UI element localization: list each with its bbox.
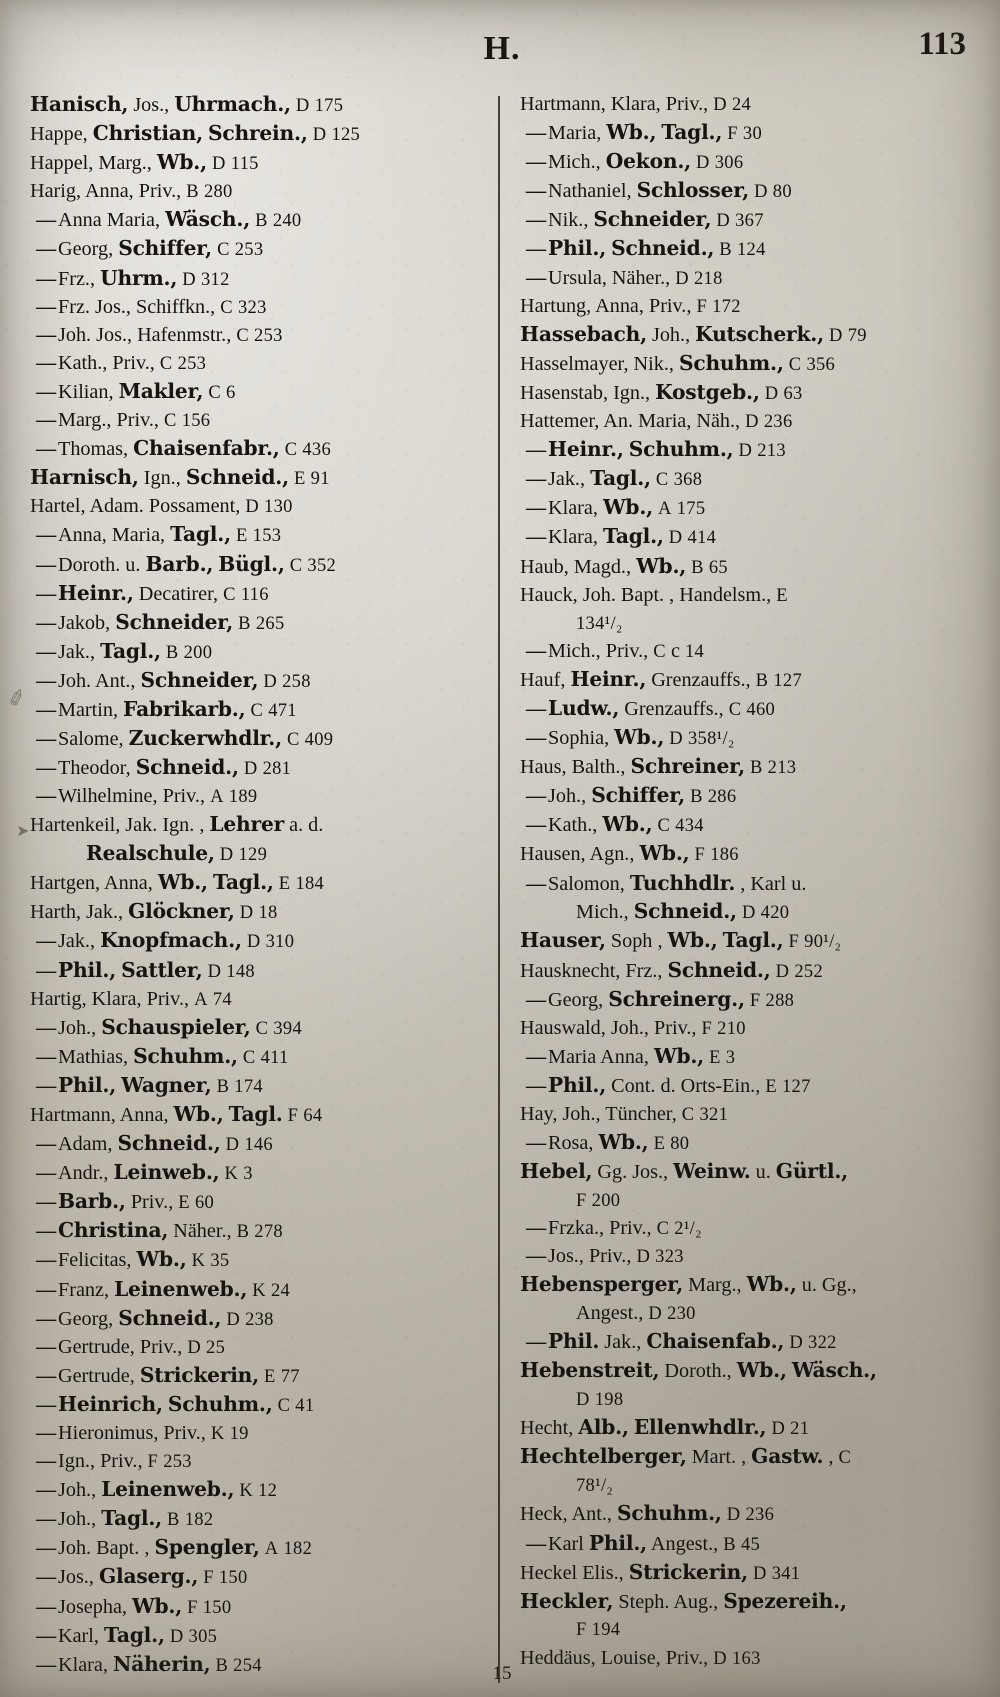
- entry-text: Ign., Priv., F 253: [58, 1450, 192, 1473]
- directory-subentry: [30, 1191, 484, 1213]
- directory-subentry: [30, 580, 484, 605]
- entry-dash: —: [36, 409, 57, 432]
- entry-text: Gertrude, Priv., D 25: [58, 1335, 226, 1358]
- entry-text: Jak., Knopfmach., D 310: [58, 928, 295, 953]
- directory-continuation: [520, 901, 974, 923]
- entry-text: Frz. Jos., Schiffkn., C 323: [58, 295, 267, 318]
- entry-text: Sophia, Wb., D 358¹/₂: [548, 725, 735, 750]
- entry-text: Ursula, Näher., D 218: [548, 266, 723, 289]
- directory-entry: [30, 901, 484, 923]
- directory-subentry: [30, 1043, 484, 1068]
- entry-text: Mich., Priv., C c 14: [548, 639, 705, 662]
- entry-text: Frz., Uhrm., D 312: [58, 265, 230, 290]
- entry-dash: —: [36, 1045, 57, 1068]
- entry-text: Hartenkeil, Jak. Ign. , Lehrer a. d.: [30, 812, 324, 837]
- entry-text: Hartmann, Klara, Priv., D 24: [520, 93, 752, 115]
- entry-dash: —: [526, 468, 547, 491]
- directory-subentry: [520, 1218, 974, 1239]
- entry-dash: —: [526, 439, 547, 462]
- entry-dash: —: [36, 1537, 57, 1560]
- entry-dash: —: [526, 151, 547, 174]
- entry-text: Klara, Näherin, B 254: [58, 1651, 262, 1676]
- entry-dash: —: [36, 1653, 57, 1676]
- entry-text: Joh., Schauspieler, C 394: [58, 1014, 302, 1039]
- entry-dash: —: [36, 1278, 57, 1301]
- entry-text: Felicitas, Wb., K 35: [58, 1247, 230, 1272]
- entry-text: Ludw., Grenzauffs., C 460: [548, 695, 776, 720]
- directory-subentry: [30, 1220, 484, 1242]
- entry-text: Mich., Oekon., D 306: [548, 149, 744, 174]
- entry-dash: —: [36, 1220, 57, 1243]
- entry-text: Realschule, D 129: [86, 841, 268, 866]
- entry-text: Josepha, Wb., F 150: [58, 1593, 232, 1618]
- entry-text: Theodor, Schneid., D 281: [58, 755, 292, 780]
- entry-dash: —: [36, 757, 57, 780]
- directory-subentry: [30, 638, 484, 663]
- entry-dash: —: [526, 785, 547, 808]
- directory-subentry: [30, 1537, 484, 1559]
- directory-subentry: [30, 1423, 484, 1444]
- directory-subentry: [30, 1162, 484, 1184]
- entry-text: Hebel, Gg. Jos., Weinw. u. Gürtl.,: [520, 1159, 848, 1184]
- entry-text: Klara, Tagl., D 414: [548, 524, 717, 549]
- entry-text: Hauck, Joh. Bapt. , Handelsm., E: [520, 583, 788, 606]
- entry-dash: —: [36, 238, 57, 261]
- directory-subentry: [520, 122, 974, 144]
- entry-text: Hauf, Heinr., Grenzauffs., B 127: [520, 666, 802, 691]
- entry-text: Hay, Joh., Tüncher, C 321: [520, 1102, 729, 1125]
- entry-text: Doroth. u. Barb., Bügl., C 352: [58, 551, 337, 576]
- entry-dash: —: [526, 1074, 547, 1097]
- directory-subentry: [520, 870, 974, 895]
- entry-text: Heckler, Steph. Aug., Spezereih.,: [520, 1588, 847, 1613]
- directory-subentry: [30, 551, 484, 576]
- directory-subentry: [520, 497, 974, 519]
- entry-text: Jak., Tagl., C 368: [548, 466, 703, 491]
- entry-dash: —: [526, 1532, 547, 1555]
- directory-subentry: [30, 1622, 484, 1647]
- entry-dash: —: [526, 814, 547, 837]
- directory-subentry: [30, 297, 484, 318]
- entry-dash: —: [36, 1450, 57, 1473]
- entry-text: Hieronimus, Priv., K 19: [58, 1422, 249, 1445]
- entry-text: Joh. Bapt. , Spengler, A 182: [58, 1535, 313, 1560]
- directory-columns: [30, 94, 974, 1683]
- directory-subentry: [30, 1451, 484, 1472]
- directory-subentry: [30, 609, 484, 634]
- entry-dash: —: [36, 1393, 57, 1416]
- entry-text: Andr., Leinweb., K 3: [58, 1160, 253, 1185]
- directory-subentry: [520, 641, 974, 662]
- directory-entry: [520, 94, 974, 115]
- entry-dash: —: [36, 669, 57, 692]
- entry-text: Hasselmayer, Nik., Schuhm., C 356: [520, 350, 836, 375]
- page-header: [30, 26, 974, 88]
- entry-dash: —: [36, 295, 57, 318]
- directory-subentry: [520, 695, 974, 720]
- entry-dash: —: [526, 238, 547, 261]
- entry-text: Hartgen, Anna, Wb., Tagl., E 184: [30, 870, 325, 895]
- entry-text: Kilian, Makler, C 6: [58, 378, 236, 403]
- directory-entry: [520, 321, 974, 346]
- entry-text: Hattemer, An. Maria, Näh., D 236: [520, 410, 793, 433]
- directory-subentry: [520, 1530, 974, 1555]
- directory-subentry: [30, 1249, 484, 1271]
- entry-dash: —: [526, 180, 547, 203]
- directory-subentry: [30, 930, 484, 952]
- entry-text: Georg, Schneid., D 238: [58, 1305, 274, 1330]
- directory-entry: [30, 1101, 484, 1126]
- entry-text: Hartung, Anna, Priv., F 172: [520, 294, 741, 317]
- directory-entry: [30, 496, 484, 517]
- entry-text: Georg, Schreinerg., F 288: [548, 986, 795, 1011]
- directory-subentry: [520, 814, 974, 836]
- entry-text: Kath., Wb., C 434: [548, 812, 704, 837]
- entry-text: Joh. Ant., Schneider, D 258: [58, 667, 311, 692]
- directory-entry: [520, 843, 974, 865]
- directory-entry: [520, 1559, 974, 1584]
- entry-dash: —: [36, 1249, 57, 1272]
- entry-dash: —: [526, 266, 547, 289]
- directory-subentry: [30, 410, 484, 431]
- directory-subentry: [30, 1305, 484, 1330]
- entry-dash: —: [36, 1133, 57, 1156]
- column-divider: [498, 96, 500, 1683]
- entry-text: Jak., Tagl., B 200: [58, 638, 213, 663]
- directory-subentry: [520, 727, 974, 749]
- entry-dash: —: [36, 640, 57, 663]
- entry-text: Maria, Wb., Tagl., F 30: [548, 120, 762, 145]
- directory-entry: [520, 1161, 974, 1182]
- directory-entry: [30, 123, 484, 145]
- directory-entry: [520, 930, 974, 952]
- entry-text: Hausen, Agn., Wb., F 186: [520, 841, 739, 866]
- page-number: 113: [918, 26, 966, 62]
- entry-text: Harth, Jak., Glöckner, D 18: [30, 899, 278, 924]
- entry-text: Hartel, Adam. Possament, D 130: [30, 495, 293, 518]
- directory-entry: [520, 1446, 974, 1468]
- entry-dash: —: [36, 785, 57, 808]
- entry-text: Karl Phil., Angest., B 45: [548, 1530, 761, 1555]
- entry-dash: —: [526, 122, 547, 145]
- entry-text: Joh., Tagl., B 182: [58, 1506, 214, 1531]
- directory-subentry: [520, 785, 974, 807]
- directory-subentry: [30, 728, 484, 750]
- entry-dash: —: [36, 1422, 57, 1445]
- entry-text: Joh., Leinenweb., K 12: [58, 1477, 278, 1502]
- directory-subentry: [520, 180, 974, 202]
- directory-subentry: [520, 439, 974, 461]
- directory-subentry: [30, 265, 484, 290]
- directory-entry: [30, 872, 484, 894]
- directory-subentry: [30, 696, 484, 721]
- signature-number: 15: [492, 1663, 512, 1684]
- entry-dash: —: [36, 323, 57, 346]
- entry-dash: —: [36, 698, 57, 721]
- directory-continuation: [520, 1303, 974, 1324]
- entry-text: Hasenstab, Ign., Kostgeb., D 63: [520, 379, 803, 404]
- entry-dash: —: [36, 380, 57, 403]
- directory-entry: [520, 1503, 974, 1525]
- entry-dash: —: [36, 1508, 57, 1531]
- directory-subentry: [30, 238, 484, 260]
- margin-arrow-mark: ➤: [16, 823, 30, 840]
- entry-text: Maria Anna, Wb., E 3: [548, 1043, 736, 1068]
- directory-entry: [30, 989, 484, 1010]
- entry-text: Heinrich, Schuhm., C 41: [58, 1391, 315, 1416]
- entry-text: Salome, Zuckerwhdlr., C 409: [58, 726, 334, 751]
- entry-text: Georg, Schiffer, C 253: [58, 236, 264, 261]
- entry-dash: —: [36, 1595, 57, 1618]
- directory-continuation: [520, 1619, 974, 1640]
- directory-continuation: [520, 1190, 974, 1211]
- directory-subentry: [30, 786, 484, 807]
- entry-text: Klara, Wb., A 175: [548, 495, 706, 520]
- entry-text: Hartmann, Anna, Wb., Tagl. F 64: [30, 1101, 323, 1126]
- directory-entry: [520, 411, 974, 432]
- directory-subentry: [520, 151, 974, 173]
- entry-text: Franz, Leinenweb., K 24: [58, 1276, 291, 1301]
- entry-dash: —: [36, 1191, 57, 1214]
- entry-text: D 198: [576, 1390, 624, 1411]
- entry-text: Hauswald, Joh., Priv., F 210: [520, 1016, 746, 1039]
- entry-text: Heck, Ant., Schuhm., D 236: [520, 1501, 775, 1526]
- directory-subentry: [520, 468, 974, 490]
- directory-subentry: [520, 1132, 974, 1154]
- entry-text: Phil., Sattler, D 148: [58, 957, 255, 982]
- entry-text: Harnisch, Ign., Schneid., E 91: [30, 465, 330, 490]
- entry-dash: —: [36, 553, 57, 576]
- entry-text: Jos., Priv., D 323: [548, 1245, 684, 1268]
- entry-dash: —: [36, 959, 57, 982]
- directory-subentry: [520, 526, 974, 548]
- entry-text: Heinr., Decatirer, C 116: [58, 580, 269, 605]
- entry-text: Nathaniel, Schlosser, D 80: [548, 178, 792, 203]
- directory-continuation: [520, 1475, 974, 1496]
- entry-text: Anna Maria, Wäsch., B 240: [58, 207, 302, 232]
- entry-dash: —: [36, 524, 57, 547]
- entry-dash: —: [526, 872, 547, 895]
- entry-dash: —: [36, 209, 57, 232]
- directory-entry: [520, 379, 974, 404]
- entry-text: Marg., Priv., C 156: [58, 409, 211, 432]
- directory-subentry: [520, 238, 974, 260]
- entry-text: Phil., Schneid., B 124: [548, 236, 766, 261]
- entry-dash: —: [526, 209, 547, 232]
- directory-subentry: [520, 1246, 974, 1267]
- directory-entry: [30, 94, 484, 116]
- directory-entry: [520, 1360, 974, 1381]
- entry-dash: —: [526, 1045, 547, 1068]
- directory-entry: [520, 666, 974, 691]
- directory-subentry: [520, 1043, 974, 1068]
- entry-text: Happel, Marg., Wb., D 115: [30, 150, 259, 175]
- directory-entry: [520, 756, 974, 778]
- directory-entry: [520, 1018, 974, 1039]
- entry-dash: —: [36, 1016, 57, 1039]
- directory-entry: [30, 467, 484, 489]
- directory-subentry: [30, 1593, 484, 1618]
- directory-subentry: [30, 438, 484, 460]
- directory-entry: [520, 1274, 974, 1295]
- entry-dash: —: [36, 351, 57, 374]
- directory-subentry: [30, 353, 484, 374]
- entry-dash: —: [526, 526, 547, 549]
- entry-dash: —: [526, 1245, 547, 1268]
- entry-dash: —: [36, 1335, 57, 1358]
- entry-text: Hartig, Klara, Priv., A 74: [30, 987, 232, 1010]
- entry-dash: —: [36, 1162, 57, 1185]
- entry-text: Hechtelberger, Mart. , Gastw. , C: [520, 1444, 852, 1469]
- directory-subentry: [30, 378, 484, 403]
- header-letter: H.: [483, 30, 521, 67]
- directory-subentry: [30, 209, 484, 231]
- entry-text: Angest., D 230: [576, 1302, 696, 1325]
- entry-text: Phil., Wagner, B 174: [58, 1072, 263, 1097]
- directory-subentry: [30, 1072, 484, 1097]
- directory-continuation: [30, 843, 484, 865]
- entry-text: Hecht, Alb., Ellenwhdlr., D 21: [520, 1415, 810, 1440]
- entry-text: Hanisch, Jos., Uhrmach., D 175: [30, 92, 344, 116]
- entry-text: Gertrude, Strickerin, E 77: [58, 1362, 300, 1387]
- entry-dash: —: [526, 497, 547, 520]
- entry-text: 134¹/₂: [576, 613, 623, 634]
- entry-text: Hebenstreit, Doroth., Wb., Wäsch.,: [520, 1358, 877, 1383]
- left-column: [30, 94, 498, 1683]
- directory-subentry: [30, 1362, 484, 1387]
- entry-text: Adam, Schneid., D 146: [58, 1131, 273, 1156]
- directory-entry: [520, 1417, 974, 1439]
- entry-text: Harig, Anna, Priv., B 280: [30, 180, 233, 203]
- entry-text: Haus, Balth., Schreiner, B 213: [520, 754, 797, 779]
- entry-dash: —: [36, 930, 57, 953]
- entry-text: Heddäus, Louise, Priv., D 163: [520, 1646, 761, 1669]
- entry-dash: —: [526, 1132, 547, 1155]
- entry-dash: —: [36, 611, 57, 634]
- entry-text: Kath., Priv., C 253: [58, 351, 207, 374]
- entry-dash: —: [36, 1364, 57, 1387]
- entry-text: Wilhelmine, Priv., A 189: [58, 785, 258, 808]
- directory-subentry: [30, 957, 484, 982]
- directory-entry: [520, 350, 974, 375]
- entry-text: 78¹/₂: [576, 1476, 614, 1497]
- right-column: [500, 94, 974, 1683]
- entry-text: Christina, Näher., B 278: [58, 1218, 283, 1243]
- directory-subentry: [30, 1133, 484, 1155]
- directory-entry: [520, 1104, 974, 1125]
- entry-text: Barb., Priv., E 60: [58, 1189, 215, 1214]
- entry-dash: —: [526, 727, 547, 750]
- entry-text: Mathias, Schuhm., C 411: [58, 1043, 289, 1068]
- entry-text: Happe, Christian, Schrein., D 125: [30, 121, 361, 146]
- entry-text: Hebensperger, Marg., Wb., u. Gg.,: [520, 1272, 857, 1297]
- directory-entry: [30, 152, 484, 174]
- entry-text: Karl, Tagl., D 305: [58, 1622, 218, 1647]
- entry-text: Thomas, Chaisenfabr., C 436: [58, 436, 332, 461]
- entry-dash: —: [36, 1479, 57, 1502]
- directory-continuation: [520, 613, 974, 634]
- directory-subentry: [30, 524, 484, 546]
- directory-subentry: [30, 1508, 484, 1530]
- entry-text: Jakob, Schneider, B 265: [58, 609, 285, 634]
- entry-dash: —: [526, 1217, 547, 1240]
- entry-text: Phil., Cont. d. Orts-Ein., E 127: [548, 1072, 811, 1097]
- directory-subentry: [520, 268, 974, 289]
- entry-dash: —: [36, 728, 57, 751]
- directory-continuation: [520, 1389, 974, 1410]
- directory-subentry: [30, 1391, 484, 1416]
- entry-text: Hassebach, Joh., Kutscherk., D 79: [520, 321, 867, 346]
- directory-entry: [520, 296, 974, 317]
- entry-text: Anna, Maria, Tagl., E 153: [58, 522, 282, 547]
- entry-text: Heckel Elis., Strickerin, D 341: [520, 1559, 801, 1584]
- entry-text: Salomon, Tuchhdlr. , Karl u.: [548, 870, 807, 895]
- entry-dash: —: [36, 582, 57, 605]
- entry-dash: —: [36, 1624, 57, 1647]
- entry-text: Haub, Magd., Wb., B 65: [520, 553, 728, 578]
- directory-subentry: [30, 757, 484, 779]
- directory-subentry: [30, 1479, 484, 1501]
- entry-text: F 200: [576, 1190, 621, 1211]
- entry-text: Jos., Glaserg., F 150: [58, 1564, 248, 1589]
- directory-subentry: [30, 1337, 484, 1358]
- directory-subentry: [520, 209, 974, 231]
- directory-subentry: [520, 986, 974, 1011]
- directory-subentry: [30, 667, 484, 692]
- entry-text: Frzka., Priv., C 2¹/₂: [548, 1217, 702, 1240]
- directory-subentry: [520, 1072, 974, 1097]
- entry-dash: —: [36, 1566, 57, 1589]
- entry-text: Hauser, Soph , Wb., Tagl., F 90¹/₂: [520, 928, 842, 953]
- entry-text: Martin, Fabrikarb., C 471: [58, 696, 297, 721]
- margin-pencil-mark: ✐: [4, 683, 30, 714]
- directory-subentry: [30, 1014, 484, 1039]
- entry-text: Heinr., Schuhm., D 213: [548, 437, 786, 462]
- directory-entry: [520, 1588, 974, 1613]
- entry-text: Phil. Jak., Chaisenfab., D 322: [548, 1329, 837, 1354]
- directory-entry: [520, 957, 974, 982]
- directory-entry: [30, 181, 484, 202]
- directory-entry: [520, 585, 974, 606]
- entry-text: Joh. Jos., Hafenmstr., C 253: [58, 323, 283, 346]
- directory-entry: [30, 814, 484, 835]
- entry-dash: —: [526, 1331, 547, 1354]
- entry-dash: —: [36, 1074, 57, 1097]
- directory-subentry: [30, 1566, 484, 1588]
- entry-text: Mich., Schneid., D 420: [576, 899, 790, 924]
- entry-dash: —: [526, 639, 547, 662]
- entry-text: Nik., Schneider, D 367: [548, 207, 764, 232]
- entry-dash: —: [526, 988, 547, 1011]
- entry-dash: —: [36, 1307, 57, 1330]
- directory-subentry: [30, 325, 484, 346]
- entry-dash: —: [526, 697, 547, 720]
- entry-text: F 194: [576, 1620, 621, 1641]
- entry-text: Hausknecht, Frz., Schneid., D 252: [520, 957, 824, 982]
- entry-text: Joh., Schiffer, B 286: [548, 783, 737, 808]
- directory-entry: [520, 553, 974, 578]
- entry-text: Rosa, Wb., E 80: [548, 1130, 690, 1155]
- entry-dash: —: [36, 438, 57, 461]
- entry-dash: —: [36, 267, 57, 290]
- directory-subentry: [30, 1276, 484, 1301]
- directory-subentry: [520, 1331, 974, 1353]
